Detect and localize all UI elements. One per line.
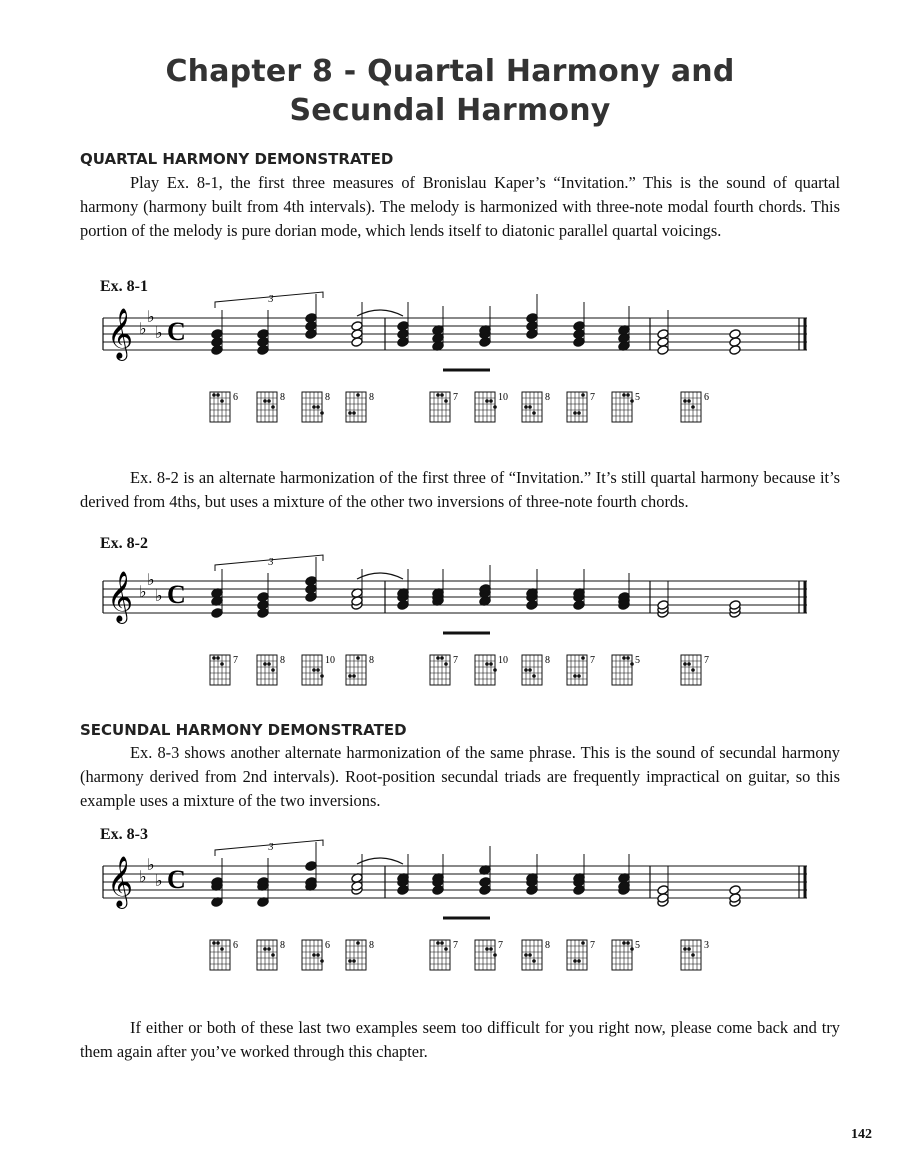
- flat-sign: ♭: [139, 319, 147, 338]
- triplet-number: 3: [268, 842, 274, 853]
- fret-number: 5: [635, 940, 640, 951]
- fret-number: 8: [325, 392, 330, 403]
- chord-grid: [475, 655, 495, 685]
- finger-dot: [630, 947, 634, 951]
- finger-dot: [493, 953, 497, 957]
- finger-dot: [316, 953, 320, 957]
- finger-dot: [436, 656, 440, 660]
- finger-dot: [683, 947, 687, 951]
- finger-dot: [577, 411, 581, 415]
- finger-dot: [691, 668, 695, 672]
- example-label-8-2: Ex. 8-2: [100, 535, 148, 552]
- chord-grid: [430, 392, 450, 422]
- treble-clef: 𝄞: [107, 571, 134, 622]
- chord-grid: [430, 940, 450, 970]
- finger-dot: [263, 662, 267, 666]
- finger-dot: [440, 393, 444, 397]
- treble-clef: 𝄞: [107, 856, 134, 907]
- finger-dot: [348, 959, 352, 963]
- chord-grid: [612, 392, 632, 422]
- finger-dot: [220, 399, 224, 403]
- finger-dot: [212, 656, 216, 660]
- fret-number: 8: [545, 392, 550, 403]
- finger-dot: [532, 411, 536, 415]
- chord-grid: [567, 655, 587, 685]
- note-head: [397, 321, 409, 332]
- chapter-title-line-2: Secundal Harmony: [289, 93, 611, 128]
- fret-number: 10: [498, 655, 508, 666]
- chord-grid: [681, 392, 701, 422]
- finger-dot: [444, 947, 448, 951]
- finger-dot: [485, 947, 489, 951]
- finger-dot: [577, 674, 581, 678]
- finger-dot: [577, 959, 581, 963]
- finger-dot: [263, 947, 267, 951]
- finger-dot: [352, 959, 356, 963]
- finger-dot: [532, 674, 536, 678]
- notation-example-8-3: [95, 838, 815, 993]
- note-head: [257, 592, 269, 603]
- chord-grid: [475, 392, 495, 422]
- finger-dot: [573, 674, 577, 678]
- tie: [357, 573, 403, 579]
- fret-number: 8: [545, 655, 550, 666]
- finger-dot: [436, 393, 440, 397]
- chord-grid: [210, 940, 230, 970]
- finger-dot: [267, 399, 271, 403]
- finger-dot: [352, 674, 356, 678]
- note-head: [729, 885, 741, 896]
- finger-dot: [356, 393, 360, 397]
- finger-dot: [573, 411, 577, 415]
- note-head: [211, 329, 223, 340]
- finger-dot: [626, 941, 630, 945]
- fret-number: 7: [233, 655, 238, 666]
- finger-dot: [320, 411, 324, 415]
- finger-dot: [263, 399, 267, 403]
- fret-number: 5: [635, 392, 640, 403]
- tie: [357, 858, 403, 864]
- chord-grid: [210, 655, 230, 685]
- finger-dot: [267, 662, 271, 666]
- finger-dot: [216, 656, 220, 660]
- finger-dot: [687, 662, 691, 666]
- finger-dot: [630, 399, 634, 403]
- fret-number: 7: [590, 655, 595, 666]
- finger-dot: [493, 405, 497, 409]
- chord-grid: [681, 940, 701, 970]
- chord-grid: [612, 655, 632, 685]
- finger-dot: [626, 393, 630, 397]
- chapter-title-line-1: Chapter 8 - Quartal Harmony and: [165, 54, 735, 89]
- finger-dot: [691, 953, 695, 957]
- paragraph-secundal-intro: Ex. 8-3 shows another alternate harmonization of the same phrase. This is the sound of secundal harmony (harmony derived from 2nd intervals). Root-position secundal triads are frequently impractical on guitar, so this example uses a mixture of the two inversions.: [80, 743, 840, 810]
- fret-number: 7: [453, 940, 458, 951]
- chord-grid: [567, 392, 587, 422]
- finger-dot: [528, 405, 532, 409]
- finger-dot: [440, 656, 444, 660]
- note-head: [526, 313, 538, 324]
- fret-number: 10: [498, 392, 508, 403]
- finger-dot: [622, 393, 626, 397]
- note-head: [729, 329, 741, 340]
- finger-dot: [444, 662, 448, 666]
- notation-example-8-2: [95, 553, 815, 708]
- finger-dot: [212, 941, 216, 945]
- note-head: [257, 329, 269, 340]
- fret-number: 7: [590, 940, 595, 951]
- chord-grid: [681, 655, 701, 685]
- finger-dot: [489, 399, 493, 403]
- finger-dot: [271, 953, 275, 957]
- fret-number: 8: [280, 392, 285, 403]
- fret-number: 8: [545, 940, 550, 951]
- note-head: [211, 608, 223, 619]
- finger-dot: [356, 656, 360, 660]
- paragraph-quartal-intro: Play Ex. 8-1, the first three measures of Bronislau Kaper’s “Invitation.” This is the sound of quartal harmony (harmony built from 4th intervals). The melody is harmonized with three-note modal fourth chords. This portion of the melody is pure dorian mode, which lends itself to diatonic parallel quartal voicings.: [80, 173, 840, 240]
- finger-dot: [320, 674, 324, 678]
- fret-number: 7: [704, 655, 709, 666]
- finger-dot: [524, 953, 528, 957]
- finger-dot: [581, 393, 585, 397]
- finger-dot: [352, 411, 356, 415]
- section-heading-secundal: SECUNDAL HARMONY DEMONSTRATED: [80, 721, 407, 739]
- chord-grid: [612, 940, 632, 970]
- finger-dot: [267, 947, 271, 951]
- finger-dot: [312, 668, 316, 672]
- finger-dot: [220, 947, 224, 951]
- fret-number: 8: [369, 940, 374, 951]
- fret-number: 7: [453, 392, 458, 403]
- note-head: [305, 313, 317, 324]
- flat-sign: ♭: [147, 307, 155, 326]
- finger-dot: [485, 399, 489, 403]
- fret-number: 6: [233, 392, 238, 403]
- finger-dot: [312, 405, 316, 409]
- section-heading-quartal: QUARTAL HARMONY DEMONSTRATED: [80, 150, 394, 168]
- fret-number: 6: [325, 940, 330, 951]
- tie: [357, 310, 403, 316]
- flat-sign: ♭: [139, 582, 147, 601]
- finger-dot: [216, 941, 220, 945]
- note-head: [305, 576, 317, 587]
- finger-dot: [630, 662, 634, 666]
- finger-dot: [622, 941, 626, 945]
- fret-number: 7: [590, 392, 595, 403]
- fret-number: 3: [704, 940, 709, 951]
- notation-example-8-1: [95, 290, 815, 445]
- finger-dot: [532, 959, 536, 963]
- fret-number: 5: [635, 655, 640, 666]
- flat-sign: ♭: [155, 323, 163, 342]
- time-signature: C: [167, 580, 186, 609]
- finger-dot: [573, 959, 577, 963]
- finger-dot: [216, 393, 220, 397]
- finger-dot: [687, 399, 691, 403]
- finger-dot: [626, 656, 630, 660]
- finger-dot: [312, 953, 316, 957]
- finger-dot: [528, 668, 532, 672]
- time-signature: C: [167, 865, 186, 894]
- finger-dot: [212, 393, 216, 397]
- chord-grid: [430, 655, 450, 685]
- flat-sign: ♭: [155, 871, 163, 890]
- finger-dot: [524, 405, 528, 409]
- chord-grid: [567, 940, 587, 970]
- note-head: [351, 321, 363, 332]
- fret-number: 8: [280, 655, 285, 666]
- finger-dot: [691, 405, 695, 409]
- finger-dot: [316, 405, 320, 409]
- finger-dot: [220, 662, 224, 666]
- finger-dot: [687, 947, 691, 951]
- note-head: [657, 885, 669, 896]
- finger-dot: [316, 668, 320, 672]
- triplet-number: 3: [268, 557, 274, 568]
- finger-dot: [581, 656, 585, 660]
- fret-number: 7: [498, 940, 503, 951]
- note-head: [305, 861, 317, 872]
- finger-dot: [581, 941, 585, 945]
- finger-dot: [440, 941, 444, 945]
- fret-number: 8: [369, 655, 374, 666]
- finger-dot: [271, 668, 275, 672]
- fret-number: 8: [369, 392, 374, 403]
- finger-dot: [622, 656, 626, 660]
- note-head: [657, 329, 669, 340]
- fret-number: 8: [280, 940, 285, 951]
- triplet-number: 3: [268, 294, 274, 305]
- finger-dot: [444, 399, 448, 403]
- flat-sign: ♭: [139, 867, 147, 886]
- fret-number: 6: [233, 940, 238, 951]
- finger-dot: [356, 941, 360, 945]
- finger-dot: [489, 662, 493, 666]
- finger-dot: [436, 941, 440, 945]
- finger-dot: [320, 959, 324, 963]
- finger-dot: [683, 399, 687, 403]
- note-head: [479, 877, 491, 888]
- note-head: [573, 321, 585, 332]
- paragraph-alternate-harmonization: Ex. 8-2 is an alternate harmonization of the first three of “Invitation.” It’s still quartal harmony because it’s derived from 4ths, but uses a mixture of the other two inversions of three-note fourth chords.: [80, 468, 840, 511]
- finger-dot: [493, 668, 497, 672]
- chord-grid: [346, 392, 366, 422]
- example-label-8-3: Ex. 8-3: [100, 826, 148, 843]
- treble-clef: 𝄞: [107, 308, 134, 359]
- finger-dot: [528, 953, 532, 957]
- finger-dot: [271, 405, 275, 409]
- chord-grid: [346, 940, 366, 970]
- finger-dot: [489, 947, 493, 951]
- chord-grid: [210, 392, 230, 422]
- fret-number: 7: [453, 655, 458, 666]
- finger-dot: [348, 411, 352, 415]
- fret-number: 10: [325, 655, 335, 666]
- fret-number: 6: [704, 392, 709, 403]
- flat-sign: ♭: [155, 586, 163, 605]
- finger-dot: [485, 662, 489, 666]
- flat-sign: ♭: [147, 855, 155, 874]
- chord-grid: [346, 655, 366, 685]
- finger-dot: [348, 674, 352, 678]
- finger-dot: [683, 662, 687, 666]
- paragraph-closing: If either or both of these last two examples seem too difficult for you right now, please come back and try them again after you’ve worked through this chapter.: [80, 1018, 840, 1061]
- example-label-8-1: Ex. 8-1: [100, 278, 148, 295]
- time-signature: C: [167, 317, 186, 346]
- page-number: 142: [851, 1127, 872, 1142]
- flat-sign: ♭: [147, 570, 155, 589]
- chord-grid: [475, 940, 495, 970]
- finger-dot: [524, 668, 528, 672]
